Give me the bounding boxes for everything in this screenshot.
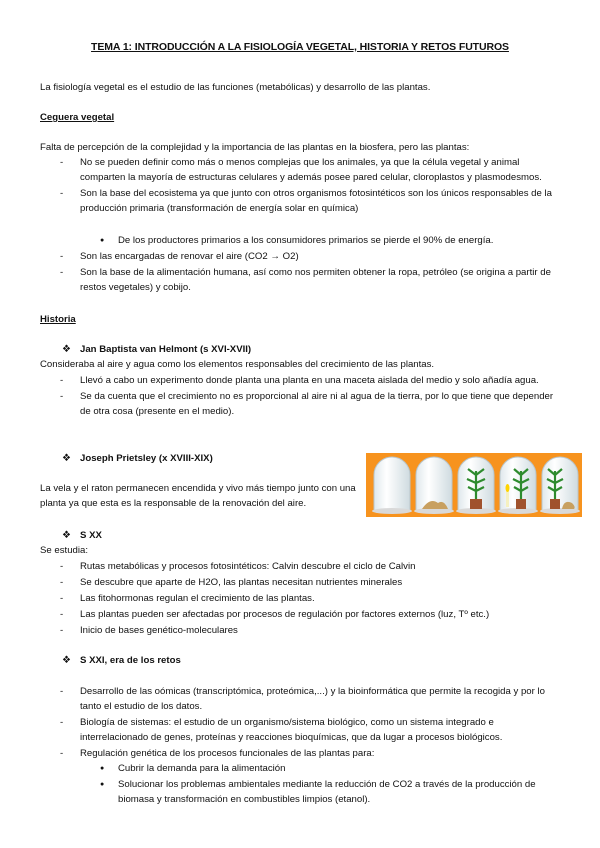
list-item: - Rutas metabólicas y procesos fotosintéticos: Calvin descubre el ciclo de Calvin [60, 559, 570, 574]
bell-jars-icon [366, 453, 582, 517]
ceguera-lead: Falta de percepción de la complejidad y la importancia de las plantas en la biosfera, pero las plantas: [40, 142, 470, 153]
list-item: - Se descubre que aparte de H2O, las plantas necesitan nutrientes minerales [60, 575, 570, 590]
helmont-lead: Consideraba al aire y agua como los elementos responsables del crecimiento de las plantas. [40, 359, 435, 370]
sxxi-sublist [100, 761, 560, 808]
list-item: ● Solucionar los problemas ambientales mediante la reducción de CO2 a través de la producción de biomasa y transformación en combustibles limpios (etanol). [100, 777, 560, 807]
list-item: - Son la base del ecosistema ya que junto con otros organismos fotosintéticos son los únicos responsables de la producción primaria (transformación de energía solar en química) [60, 186, 560, 216]
sxxi-list [60, 684, 560, 762]
sxxi-heading: ❖ S XXI, era de los retos [62, 655, 181, 666]
list-item: - Son la base de la alimentación humana, así como nos permiten obtener la ropa, petróleo (se origina a partir de restos vegetales) y cobijo. [60, 265, 560, 295]
section-heading-ceguera: Ceguera vegetal [40, 112, 115, 123]
page-title: TEMA 1: INTRODUCCIÓN A LA FISIOLOGÍA VEGETAL, HISTORIA Y RETOS FUTUROS [91, 41, 509, 53]
list-item: - Inicio de bases genético-moleculares [60, 623, 570, 638]
section-heading-historia: Historia [40, 314, 76, 325]
priestley-heading: ❖ Joseph Prietsley (x XVIII-XIX) [62, 453, 213, 464]
list-item: - Se da cuenta que el crecimiento no es proporcional al aire ni al agua de la tierra, por lo que tiene que depender de otra cosa (presente en el medio). [60, 389, 560, 419]
diamond-bullet-icon: ❖ [62, 655, 71, 666]
helmont-heading: ❖ Jan Baptista van Helmont (s XVI-XVII) [62, 344, 252, 355]
list-item: ● Cubrir la demanda para la alimentación [100, 761, 560, 776]
list-item: - Son las encargadas de renovar el aire (CO2 → O2) [60, 249, 560, 264]
bell-jar-5 [540, 457, 580, 514]
ceguera-sublist [100, 233, 560, 249]
diamond-bullet-icon: ❖ [62, 530, 71, 541]
ceguera-list [60, 155, 560, 217]
list-item: - Las plantas pueden ser afectadas por procesos de regulación por factores externos (luz, Tº etc.) [60, 607, 570, 622]
list-item: ● De los productores primarios a los consumidores primarios se pierde el 90% de energía. [100, 233, 560, 248]
bell-jar-4 [498, 457, 538, 514]
diamond-bullet-icon: ❖ [62, 344, 71, 355]
list-item: - Las fitohormonas regulan el crecimiento de las plantas. [60, 591, 570, 606]
helmont-list [60, 373, 560, 420]
list-item: - No se pueden definir como más o menos complejas que los animales, ya que la célula vegetal y animal comparten la mayoría de estructuras celulares y además posee pared celular, cloroplastos y plasmodesmos. [60, 155, 560, 185]
ceguera-list-2 [60, 249, 560, 296]
diamond-bullet-icon: ❖ [62, 453, 71, 464]
sxx-heading: ❖ S XX [62, 530, 102, 541]
list-item: - Biología de sistemas: el estudio de un organismo/sistema biológico, como un sistema integrado e interrelacionado de genes, proteínas y reacciones bioquímicas, que da lugar a procesos biológicos. [60, 715, 560, 745]
priestley-text: La vela y el raton permanecen encendida y vivo más tiempo junto con una planta ya que esta es la responsable de la renovación del aire. [40, 483, 356, 509]
sxx-list [60, 559, 570, 639]
bell-jar-2 [414, 457, 454, 514]
list-item: - Desarrollo de las oómicas (transcriptómica, proteómica,...) y la bioinformática que permite la recogida y por lo tanto el estudio de los datos. [60, 684, 560, 714]
list-item: - Llevó a cabo un experimento donde planta una planta en una maceta aislada del medio y solo añadía agua. [60, 373, 560, 388]
bell-jar-3 [456, 457, 496, 514]
list-item: - Regulación genética de los procesos funcionales de las plantas para: [60, 746, 560, 761]
sxx-lead: Se estudia: [40, 545, 89, 556]
bell-jar-1 [372, 457, 412, 514]
intro-paragraph: La fisiología vegetal es el estudio de las funciones (metabólicas) y desarrollo de las plantas. [40, 82, 431, 93]
bell-jar-experiment-illustration [366, 453, 582, 517]
